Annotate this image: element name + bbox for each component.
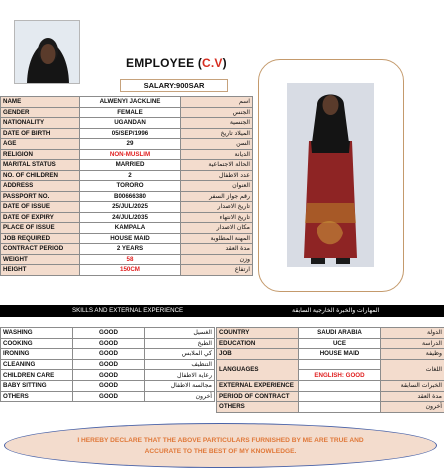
table-row bbox=[1, 107, 253, 118]
others-arabic: أخرون bbox=[381, 402, 444, 413]
skill-value: GOOD bbox=[73, 391, 145, 402]
info-value: KAMPALA bbox=[80, 223, 181, 234]
table-row bbox=[1, 359, 215, 370]
info-label: NO. OF CHILDREN bbox=[1, 170, 80, 181]
info-label: DATE OF ISSUE bbox=[1, 202, 80, 213]
info-label: MARITAL STATUS bbox=[1, 160, 80, 171]
info-label: AGE bbox=[1, 139, 80, 150]
info-value: 24/JUL/2035 bbox=[80, 212, 181, 223]
skills-table bbox=[0, 327, 215, 402]
skills-header-english: SKILLS AND EXTERNAL EXPERIENCE bbox=[72, 307, 184, 314]
declaration-box bbox=[4, 423, 437, 468]
table-row bbox=[1, 97, 253, 108]
table-row bbox=[1, 223, 253, 234]
info-label: NAME bbox=[1, 97, 80, 108]
job-value: HOUSE MAID bbox=[299, 349, 381, 360]
job-label: JOB bbox=[217, 349, 299, 360]
skill-arabic: التنظيف bbox=[145, 359, 215, 370]
country-label: COUNTRY bbox=[217, 328, 299, 339]
period-of-contract-label: PERIOD OF CONTRACT bbox=[217, 391, 299, 402]
skill-label: WASHING bbox=[1, 328, 73, 339]
table-row bbox=[1, 338, 215, 349]
info-value: B00666380 bbox=[80, 191, 181, 202]
page-title: EMPLOYEE (C.V) bbox=[126, 56, 227, 70]
info-label: DATE OF EXPIRY bbox=[1, 212, 80, 223]
info-arabic: رقم جواز السفر bbox=[181, 191, 253, 202]
info-value: HOUSE MAID bbox=[80, 233, 181, 244]
table-row bbox=[1, 149, 253, 160]
languages-arabic: اللغات bbox=[381, 359, 444, 380]
info-value: 150CM bbox=[80, 265, 181, 276]
info-label: NATIONALITY bbox=[1, 118, 80, 129]
table-row bbox=[1, 202, 253, 213]
info-arabic: تاريخ الاصدار bbox=[181, 202, 253, 213]
period-of-contract-arabic: مدة العقد bbox=[381, 391, 444, 402]
table-row bbox=[1, 191, 253, 202]
skill-arabic: كي الملابس bbox=[145, 349, 215, 360]
skill-value: GOOD bbox=[73, 349, 145, 360]
table-row bbox=[1, 391, 215, 402]
info-arabic: الجنس bbox=[181, 107, 253, 118]
external-experience-value bbox=[299, 380, 381, 391]
info-label: GENDER bbox=[1, 107, 80, 118]
table-row bbox=[1, 265, 253, 276]
info-arabic: وزن bbox=[181, 254, 253, 265]
table-row bbox=[1, 233, 253, 244]
skill-arabic: مجالسة الاطفال bbox=[145, 380, 215, 391]
info-label: CONTRACT PERIOD bbox=[1, 244, 80, 255]
info-value: 58 bbox=[80, 254, 181, 265]
table-row bbox=[217, 402, 444, 413]
others-label: OTHERS bbox=[217, 402, 299, 413]
skill-arabic: الطبخ bbox=[145, 338, 215, 349]
declaration-text: I HEREBY DECLARE THAT THE ABOVE PARTICULARS FURNISHED BY ME ARE TRUE AND ACCURATE TO THE BEST OF MY KNOWLEDGE. bbox=[77, 436, 364, 455]
education-label: EDUCATION bbox=[217, 338, 299, 349]
skill-arabic: أخرون bbox=[145, 391, 215, 402]
table-row bbox=[1, 139, 253, 150]
skill-value: GOOD bbox=[73, 359, 145, 370]
skill-label: CHILDREN CARE bbox=[1, 370, 73, 381]
personal-info-table bbox=[0, 96, 253, 276]
info-value: FEMALE bbox=[80, 107, 181, 118]
table-row bbox=[1, 349, 215, 360]
skills-header-arabic: المهارات والخبرة الخارجية السابقة bbox=[292, 307, 380, 314]
table-row bbox=[1, 160, 253, 171]
skills-header-bar bbox=[0, 305, 444, 317]
table-row bbox=[1, 118, 253, 129]
table-row bbox=[1, 370, 215, 381]
info-arabic: الديانة bbox=[181, 149, 253, 160]
info-arabic: تاريخ الانتهاء bbox=[181, 212, 253, 223]
info-value: 25/JUL/2025 bbox=[80, 202, 181, 213]
country-arabic: الدولة bbox=[381, 328, 444, 339]
external-experience-arabic: الخبرات السابقة bbox=[381, 380, 444, 391]
info-arabic: مكان الاصدار bbox=[181, 223, 253, 234]
country-value: SAUDI ARABIA bbox=[299, 328, 381, 339]
info-arabic: اسم bbox=[181, 97, 253, 108]
info-value: MARRIED bbox=[80, 160, 181, 171]
education-value: UCE bbox=[299, 338, 381, 349]
skill-value: GOOD bbox=[73, 380, 145, 391]
info-label: DATE OF BIRTH bbox=[1, 128, 80, 139]
info-arabic: الحالة الاجتماعية bbox=[181, 160, 253, 171]
table-row bbox=[1, 170, 253, 181]
experience-table bbox=[216, 327, 444, 413]
info-arabic: الجنسية bbox=[181, 118, 253, 129]
education-arabic: الدراسة bbox=[381, 338, 444, 349]
skill-label: COOKING bbox=[1, 338, 73, 349]
languages-value: ENGLISH: GOOD bbox=[299, 370, 381, 381]
skill-value: GOOD bbox=[73, 370, 145, 381]
info-label: HEIGHT bbox=[1, 265, 80, 276]
info-arabic: السن bbox=[181, 139, 253, 150]
info-value: 05/SEP/1996 bbox=[80, 128, 181, 139]
info-value: 29 bbox=[80, 139, 181, 150]
info-label: WEIGHT bbox=[1, 254, 80, 265]
info-arabic: مدة العقد bbox=[181, 244, 253, 255]
info-label: ADDRESS bbox=[1, 181, 80, 192]
info-arabic: الميلاد تاريخ bbox=[181, 128, 253, 139]
info-value: UGANDAN bbox=[80, 118, 181, 129]
table-row bbox=[217, 359, 444, 370]
skill-label: BABY SITTING bbox=[1, 380, 73, 391]
info-arabic: العنوان bbox=[181, 181, 253, 192]
table-row bbox=[217, 338, 444, 349]
skill-label: CLEANING bbox=[1, 359, 73, 370]
others-value bbox=[299, 402, 381, 413]
info-label: JOB REQUIRED bbox=[1, 233, 80, 244]
table-row bbox=[1, 380, 215, 391]
table-row bbox=[217, 328, 444, 339]
skill-value: GOOD bbox=[73, 338, 145, 349]
info-value: NON-MUSLIM bbox=[80, 149, 181, 160]
external-experience-label: EXTERNAL EXPERIENCE bbox=[217, 380, 299, 391]
info-value: 2 YEARS bbox=[80, 244, 181, 255]
skill-label: IRONING bbox=[1, 349, 73, 360]
skill-arabic: رعاية الاطفال bbox=[145, 370, 215, 381]
period-of-contract-value bbox=[299, 391, 381, 402]
languages-label: LANGUAGES bbox=[217, 359, 299, 380]
info-value: TORORO bbox=[80, 181, 181, 192]
full-length-photo bbox=[287, 83, 374, 267]
info-arabic: ارتفاع bbox=[181, 265, 253, 276]
table-row bbox=[1, 212, 253, 223]
table-row bbox=[217, 391, 444, 402]
job-arabic: وظيفة bbox=[381, 349, 444, 360]
info-value: ALWENYI JACKLINE bbox=[80, 97, 181, 108]
table-row bbox=[1, 128, 253, 139]
info-arabic: عدد الاطفال bbox=[181, 170, 253, 181]
info-label: PASSPORT NO. bbox=[1, 191, 80, 202]
table-row bbox=[1, 244, 253, 255]
table-row bbox=[1, 328, 215, 339]
skill-arabic: الغسيل bbox=[145, 328, 215, 339]
info-label: PLACE OF ISSUE bbox=[1, 223, 80, 234]
info-arabic: المهنة المطلوبة bbox=[181, 233, 253, 244]
table-row bbox=[217, 349, 444, 360]
headshot-photo bbox=[14, 20, 80, 84]
salary-box: SALARY:900SAR bbox=[120, 79, 228, 92]
table-row bbox=[1, 254, 253, 265]
table-row bbox=[1, 181, 253, 192]
skill-value: GOOD bbox=[73, 328, 145, 339]
table-row bbox=[217, 380, 444, 391]
info-value: 2 bbox=[80, 170, 181, 181]
skill-label: OTHERS bbox=[1, 391, 73, 402]
info-label: RELIGION bbox=[1, 149, 80, 160]
